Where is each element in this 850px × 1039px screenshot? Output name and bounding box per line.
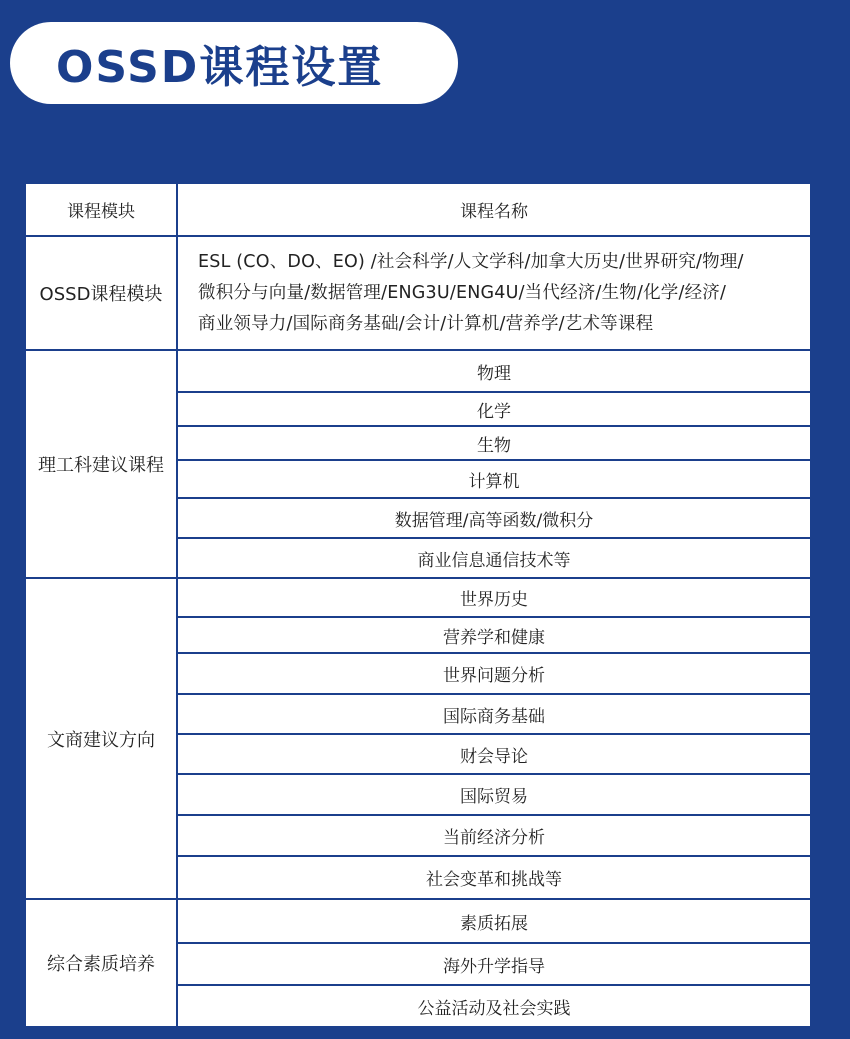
table-row — [25, 578, 811, 617]
course-cell: 海外升学指导 — [177, 943, 811, 985]
page-title: OSSD课程设置 — [56, 42, 384, 93]
course-cell: 化学 — [177, 392, 811, 426]
course-table-grid — [24, 182, 812, 1028]
course-cell: 数据管理/高等函数/微积分 — [177, 498, 811, 538]
course-cell: 当前经济分析 — [177, 815, 811, 856]
header-module: 课程模块 — [25, 183, 177, 236]
header-course: 课程名称 — [177, 183, 811, 236]
course-cell: 公益活动及社会实践 — [177, 985, 811, 1027]
table-row — [25, 899, 811, 943]
course-cell: 物理 — [177, 350, 811, 392]
ossd-line: 商业领导力/国际商务基础/会计/计算机/营养学/艺术等课程 — [198, 313, 654, 334]
course-cell: 世界问题分析 — [177, 653, 811, 694]
ossd-line: ESL (CO、DO、EO) /社会科学/人文学科/加拿大历史/世界研究/物理/ — [198, 251, 744, 272]
table-row — [25, 350, 811, 392]
course-cell: 国际商务基础 — [177, 694, 811, 734]
ossd-line: 微积分与向量/数据管理/ENG3U/ENG4U/当代经济/生物/化学/经济/ — [198, 282, 727, 303]
course-table — [24, 182, 812, 1028]
module-humanities: 文商建议方向 — [25, 578, 177, 899]
course-cell: 社会变革和挑战等 — [177, 856, 811, 899]
module-ossd: OSSD课程模块 — [25, 236, 177, 350]
table-header-row — [25, 183, 811, 236]
course-cell: 国际贸易 — [177, 774, 811, 815]
course-cell: 营养学和健康 — [177, 617, 811, 653]
course-cell: 财会导论 — [177, 734, 811, 774]
ossd-course-list — [177, 236, 811, 350]
title-banner — [10, 22, 458, 104]
table-row — [25, 236, 811, 350]
course-cell: 计算机 — [177, 460, 811, 498]
module-science: 理工科建议课程 — [25, 350, 177, 578]
course-cell: 世界历史 — [177, 578, 811, 617]
course-cell: 商业信息通信技术等 — [177, 538, 811, 578]
course-cell: 素质拓展 — [177, 899, 811, 943]
module-quality: 综合素质培养 — [25, 899, 177, 1027]
course-cell: 生物 — [177, 426, 811, 460]
